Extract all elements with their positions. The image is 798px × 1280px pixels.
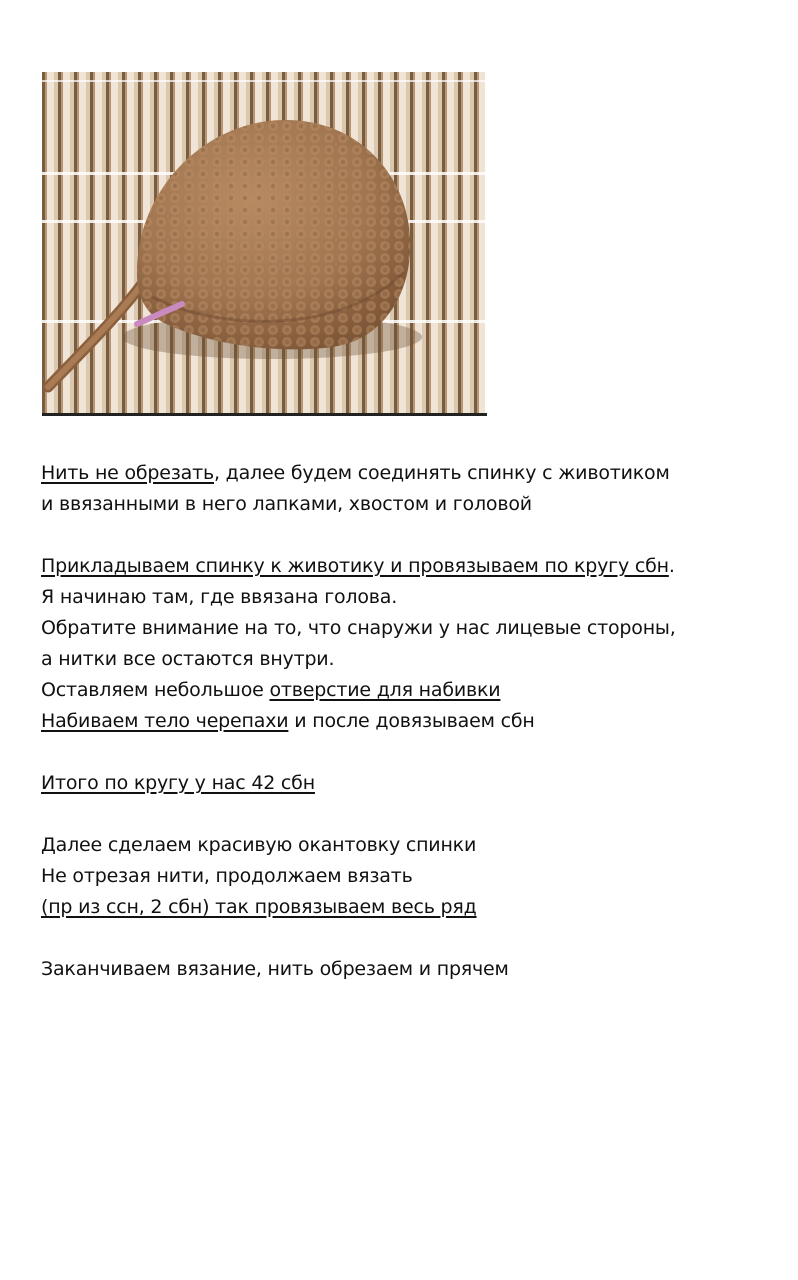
text: , далее будем соединять спинку с животиком bbox=[214, 462, 670, 484]
text-line: Я начинаю там, где ввязана голова. bbox=[41, 586, 398, 608]
text-line: и ввязанными в него лапками, хвостом и головой bbox=[41, 493, 532, 515]
underlined-text: отверстие для набивки bbox=[269, 679, 501, 701]
text: . bbox=[668, 555, 675, 577]
underlined-text: Набиваем тело черепахи bbox=[41, 710, 289, 732]
underlined-text: Итого по кругу у нас 42 сбн bbox=[41, 772, 315, 794]
text-line: Далее сделаем красивую окантовку спинки bbox=[41, 834, 477, 856]
text-line: Заканчиваем вязание, нить обрезаем и прячем bbox=[41, 958, 509, 980]
underlined-text: (пр из ссн, 2 сбн) так провязываем весь ряд bbox=[41, 896, 477, 918]
text-line bbox=[41, 675, 791, 706]
text-line: а нитки все остаются внутри. bbox=[41, 648, 335, 670]
photo-illustration bbox=[42, 72, 485, 413]
text-line bbox=[41, 768, 791, 799]
text-line bbox=[41, 458, 791, 489]
text-line bbox=[41, 892, 791, 923]
text-line: Не отрезая нити, продолжаем вязать bbox=[41, 865, 413, 887]
instructions bbox=[41, 458, 791, 985]
text: Оставляем небольшое bbox=[41, 679, 270, 701]
underlined-text: Прикладываем спинку к животику и провязываем по кругу сбн bbox=[41, 555, 669, 577]
text-line bbox=[41, 706, 791, 737]
text-line: Обратите внимание на то, что снаружи у нас лицевые стороны, bbox=[41, 617, 676, 639]
text-line bbox=[41, 551, 791, 582]
text: и после довязываем сбн bbox=[288, 710, 535, 732]
underlined-text: Нить не обрезать bbox=[41, 462, 214, 484]
turtle-shell-photo bbox=[42, 72, 485, 413]
photo-underline bbox=[42, 413, 487, 416]
